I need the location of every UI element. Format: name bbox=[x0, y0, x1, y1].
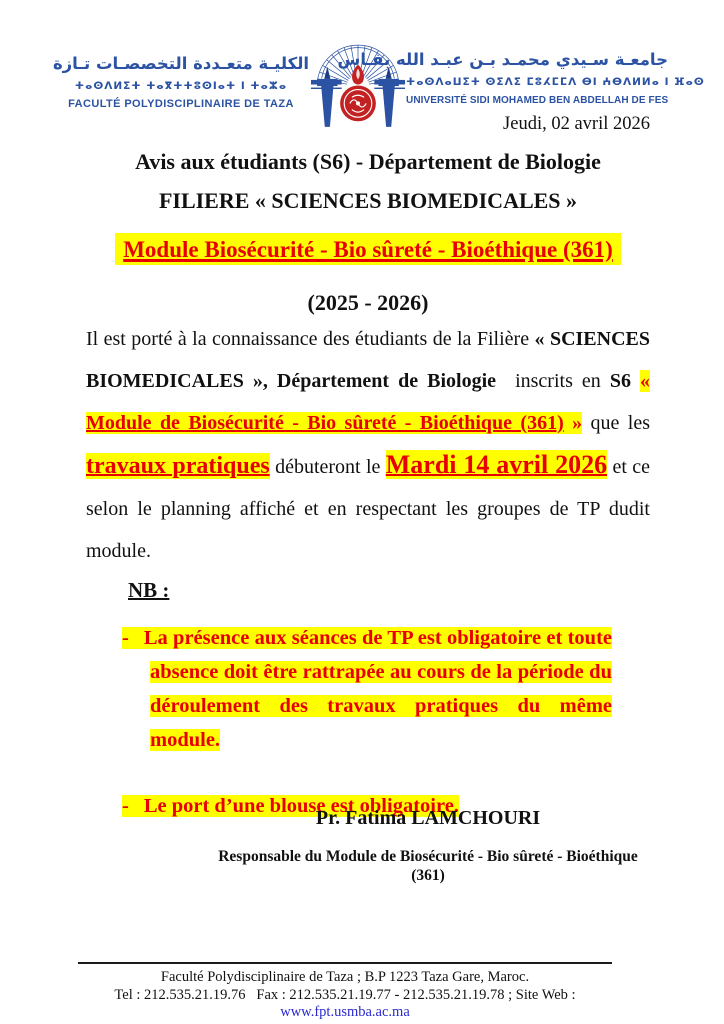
module-title-row bbox=[86, 237, 650, 263]
faculty-name-tifinagh: ⵜⴰⵙⴷⵍⵉⵜ ⵜⴰⴳⵜⵜⵓⵙⵏⴰⵜ ⵏ ⵜⴰⵣⴰ bbox=[74, 80, 288, 92]
nb-label: NB : bbox=[128, 578, 170, 602]
faculty-name-french: FACULTÉ POLYDISCIPLINAIRE DE TAZA bbox=[68, 98, 294, 110]
text-segment: » bbox=[563, 412, 583, 434]
university-name-tifinagh: ⵜⴰⵙⴷⴰⵡⵉⵜ ⵙⵉⴷⵉ ⵎⵓⵃⵎⵎⴷ ⴱⵏ ⵄⴱⴷⵍⵍⴰ ⵏ ⴼⴰⵙ bbox=[406, 76, 705, 88]
university-identity-block bbox=[337, 36, 705, 108]
filiere-title: FILIERE « SCIENCES BIOMEDICALES » bbox=[158, 188, 578, 213]
academic-year: (2025 - 2026) bbox=[307, 290, 429, 315]
text-segment bbox=[631, 370, 640, 392]
text-segment: S6 bbox=[609, 370, 631, 392]
nb-list bbox=[122, 621, 612, 823]
faculty-identity-block bbox=[52, 36, 310, 112]
text-segment: Tel : 212.535.21.19.76 Fax : 212.535.21.19.77 - 212.535.21.19.78 ; Site Web : bbox=[114, 986, 576, 1003]
signer-name: Pr. Fatima LAMCHOURI bbox=[315, 807, 541, 829]
faculty-name-arabic: الكليـة متعـددة التخصصـات تـازة bbox=[52, 54, 310, 73]
start-date-highlight: Mardi 14 avril 2026 bbox=[385, 450, 608, 479]
footer-address: Faculté Polydisciplinaire de Taza ; B.P 1223 Taza Gare, Maroc. bbox=[160, 969, 530, 985]
date-line: Jeudi, 02 avril 2026 bbox=[503, 114, 650, 134]
title-block bbox=[86, 148, 650, 317]
signature-block bbox=[152, 806, 704, 885]
text-segment: inscrits en bbox=[496, 370, 610, 392]
footer bbox=[78, 969, 612, 1022]
university-name-french: UNIVERSITÉ SIDI MOHAMED BEN ABDELLAH DE FES bbox=[406, 95, 669, 106]
text-segment: « bbox=[640, 370, 650, 392]
dash-bullet-icon: - bbox=[122, 627, 129, 649]
travaux-pratiques-highlight: travaux pratiques bbox=[86, 453, 270, 479]
nb-item-highlight bbox=[122, 627, 612, 751]
nb-item-text: La présence aux séances de TP est obligatoire et toute absence doit être rattrapée au cours de la période du déroulement des travaux pratiques du même module. bbox=[143, 627, 612, 751]
university-name-arabic: جامعـة سـيدي محمـد بـن عبـد الله بفـاس bbox=[337, 50, 668, 69]
list-item bbox=[122, 621, 612, 757]
dash-bullet-icon: - bbox=[122, 795, 129, 817]
text-segment: débuteront le bbox=[269, 456, 386, 478]
website-link[interactable]: www.fpt.usmba.ac.ma bbox=[280, 1004, 410, 1020]
module-title-highlight: Module Biosécurité - Bio sûreté - Bioéthique (361) bbox=[115, 233, 621, 265]
text-segment: Il est porté à la connaissance des étudiants de la Filière bbox=[86, 328, 535, 350]
footer-contacts bbox=[78, 987, 612, 1022]
module-highlight: Module de Biosécurité - Bio sûreté - Bioéthique (361) bbox=[86, 412, 564, 434]
nb-section bbox=[122, 578, 612, 823]
notice-title: Avis aux étudiants (S6) - Département de Biologie bbox=[135, 149, 601, 174]
notice-paragraph bbox=[86, 318, 650, 572]
text-segment: que les bbox=[582, 412, 651, 434]
footer-divider bbox=[78, 962, 612, 964]
text-segment: et ce selon le planning affiché et en respectant les groupes de TP dudit module. bbox=[86, 456, 650, 562]
text-segment: « SCIENCES BIOMEDICALES », Département de Biologie bbox=[86, 328, 650, 392]
signer-role: Responsable du Module de Biosécurité - Bio sûreté - Bioéthique (361) bbox=[218, 848, 638, 884]
nb-item-text: Le port d’une blouse est obligatoire. bbox=[143, 795, 459, 817]
